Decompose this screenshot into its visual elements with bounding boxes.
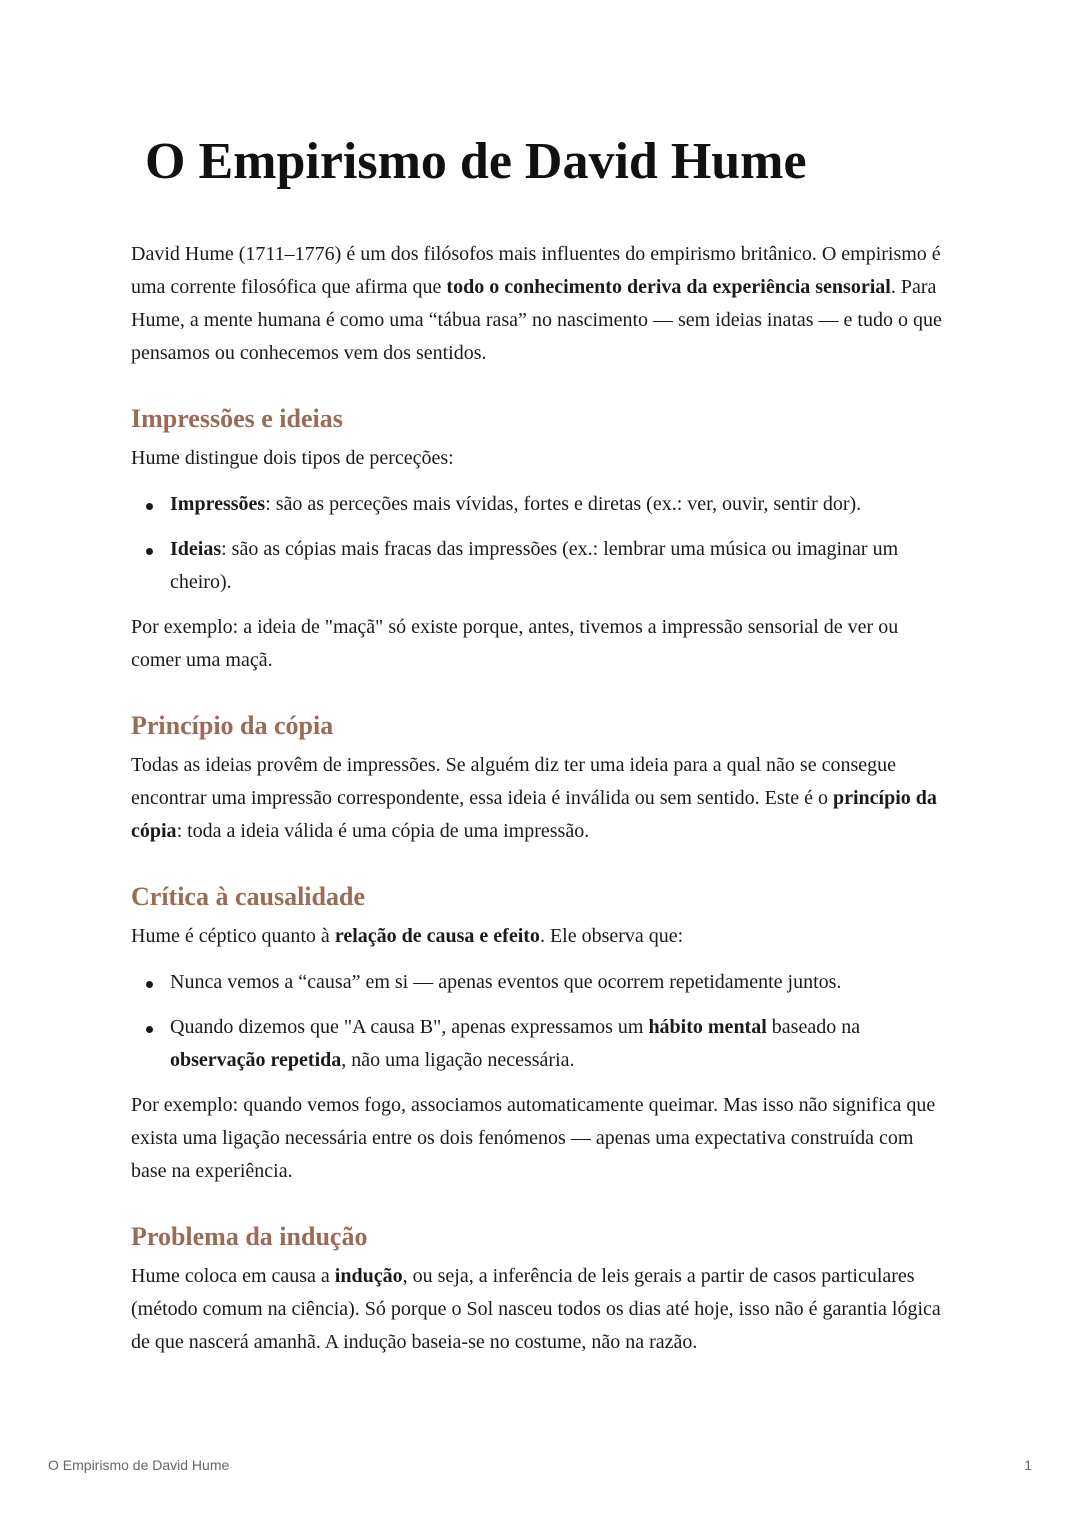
footer-page-number: 1 — [1024, 1457, 1032, 1473]
section-heading-principio: Princípio da cópia — [131, 711, 334, 740]
bullet-icon — [146, 503, 153, 510]
section-heading-impressoes: Impressões e ideias — [131, 404, 343, 433]
section-paragraph: Hume coloca em causa a indução, ou seja, a inferência de leis gerais a partir de casos particulares (método comum na ciência). Só porque o Sol nasceu todos os dias até hoje, isso não é garantia lógica de que nascerá amanhã. A indução baseia-se no costume, não na razão. — [131, 1265, 941, 1353]
example-paragraph: Por exemplo: a ideia de "maçã" só existe porque, antes, tivemos a impressão sensorial de ver ou comer uma maçã. — [131, 616, 899, 671]
bullet-icon — [146, 981, 153, 988]
document-body — [131, 238, 951, 1372]
bullet-icon — [146, 548, 153, 555]
list-item: Impressões: são as perceções mais vívidas, fortes e diretas (ex.: ver, ouvir, sentir dor). — [170, 488, 951, 521]
intro-paragraph: David Hume (1711–1776) é um dos filósofos mais influentes do empirismo britânico. O empirismo é uma corrente filosófica que afirma que todo o conhecimento deriva da experiência sensorial. Para Hume, a mente humana é como uma “tábua rasa” no nascimento — sem ideias inatas — e tudo o que pensamos ou conhecemos vem dos sentidos. — [131, 243, 942, 364]
bullet-icon — [146, 1026, 153, 1033]
bullet-list — [131, 488, 951, 599]
list-item: Ideias: são as cópias mais fracas das impressões (ex.: lembrar uma música ou imaginar um cheiro). — [170, 533, 951, 599]
bullet-list — [131, 966, 951, 1077]
section-intro: Hume é céptico quanto à relação de causa e efeito. Ele observa que: — [131, 925, 684, 947]
list-item: Quando dizemos que "A causa B", apenas expressamos um hábito mental baseado na observação repetida, não uma ligação necessária. — [170, 1011, 951, 1077]
section-intro: Hume distingue dois tipos de perceções: — [131, 447, 454, 469]
list-item: Nunca vemos a “causa” em si — apenas eventos que ocorrem repetidamente juntos. — [170, 966, 951, 999]
section-paragraph: Todas as ideias provêm de impressões. Se alguém diz ter uma ideia para a qual não se consegue encontrar uma impressão correspondente, essa ideia é inválida ou sem sentido. Este é o princípio da cópia: toda a ideia válida é uma cópia de uma impressão. — [131, 754, 937, 842]
section-heading-causalidade: Crítica à causalidade — [131, 882, 365, 911]
section-heading-inducao: Problema da indução — [131, 1222, 368, 1251]
example-paragraph: Por exemplo: quando vemos fogo, associamos automaticamente queimar. Mas isso não significa que exista uma ligação necessária entre os dois fenómenos — apenas uma expectativa construída com base na experiência. — [131, 1094, 936, 1182]
page-title: O Empirismo de David Hume — [145, 133, 807, 190]
footer-document-title: O Empirismo de David Hume — [48, 1457, 230, 1473]
